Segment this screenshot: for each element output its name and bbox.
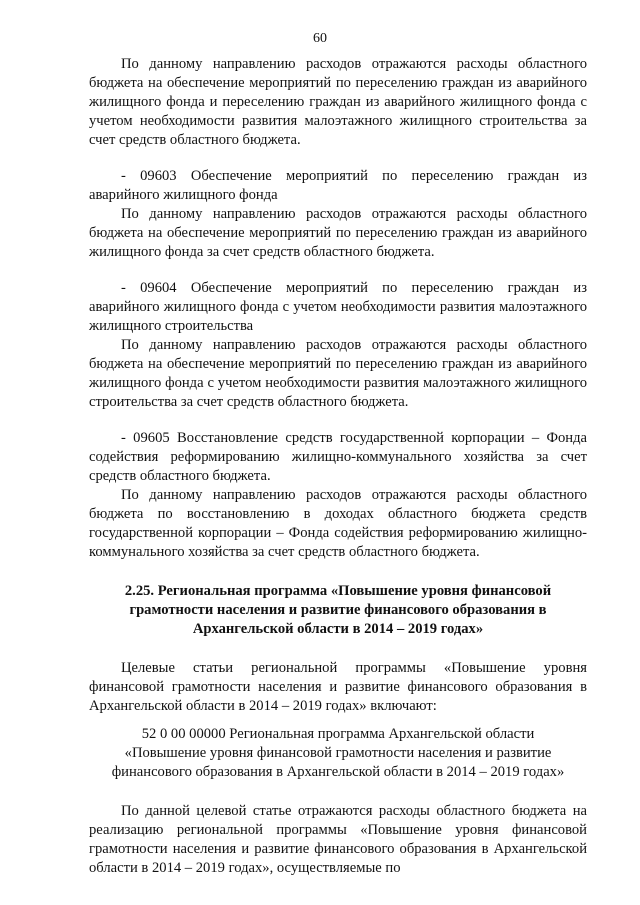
section-heading-2-25: 2.25. Региональная программа «Повышение уровня финансовой грамотности населения и развитие финансового образования в Архангельской области в 2014 – 2019 годах» [124,583,552,637]
expense-code-09604: - 09604 Обеспечение мероприятий по переселению граждан из аварийного жилищного фонда с учетом необходимости развития малоэтажного жилищного строительства [89,280,587,334]
paragraph-expenses-resettlement: По данному направлению расходов отражаются расходы областного бюджета на обеспечение мероприятий по переселению граждан из аварийного жилищного фонда и переселению граждан из аварийного жилищного фонда с учетом необходимости развития малоэтажного жилищного строительства за счет средств областного бюджета. [89,56,587,148]
paragraph-target-article-description: По данной целевой статье отражаются расходы областного бюджета на реализацию региональной программы «Повышение уровня финансовой грамотности населения и развитие финансового образования в Архангельской области в 2014 – 2019 годах», осуществляемые по [89,803,587,876]
spacer [89,562,587,582]
paragraph-target-articles-intro: Целевые статьи региональной программы «Повышение уровня финансовой грамотности населения и развитие финансового образования в Архангельской области в 2014 – 2019 годах» включают: [89,660,587,714]
spacer [89,782,587,802]
spacer [89,412,587,429]
spacer [89,639,587,659]
paragraph-09604-description: По данному направлению расходов отражаются расходы областного бюджета на обеспечение мероприятий по переселению граждан из аварийного жилищного фонда с учетом необходимости развития малоэтажного жилищного строительства за счет средств областного бюджета. [89,337,587,410]
spacer [89,716,587,725]
target-article-line: финансового образования в Архангельской области в 2014 – 2019 годах» [111,764,565,780]
target-article-52-block [89,725,587,782]
expense-code-09603: - 09603 Обеспечение мероприятий по переселению граждан из аварийного жилищного фонда [89,168,587,203]
spacer [89,262,587,279]
paragraph-09605-description: По данному направлению расходов отражаются расходы областного бюджета по восстановлению в доходах областного бюджета средств государственной корпорации – Фонда содействия реформированию жилищно-коммунального хозяйства за счет средств областного бюджета. [89,487,587,560]
spacer [89,150,587,167]
target-article-line: «Повышение уровня финансовой грамотности населения и развитие [124,745,552,761]
paragraph-09603-description: По данному направлению расходов отражаются расходы областного бюджета на обеспечение мероприятий по переселению граждан из аварийного жилищного фонда за счет средств областного бюджета. [89,206,587,260]
target-article-line: 52 0 00 00000 Региональная программа Архангельской области [141,726,535,742]
page-number: 60 [313,31,327,46]
page-content [89,55,587,878]
expense-code-09605: - 09605 Восстановление средств государственной корпорации – Фонда содействия реформированию жилищно-коммунального хозяйства за счет средств областного бюджета. [89,430,587,484]
